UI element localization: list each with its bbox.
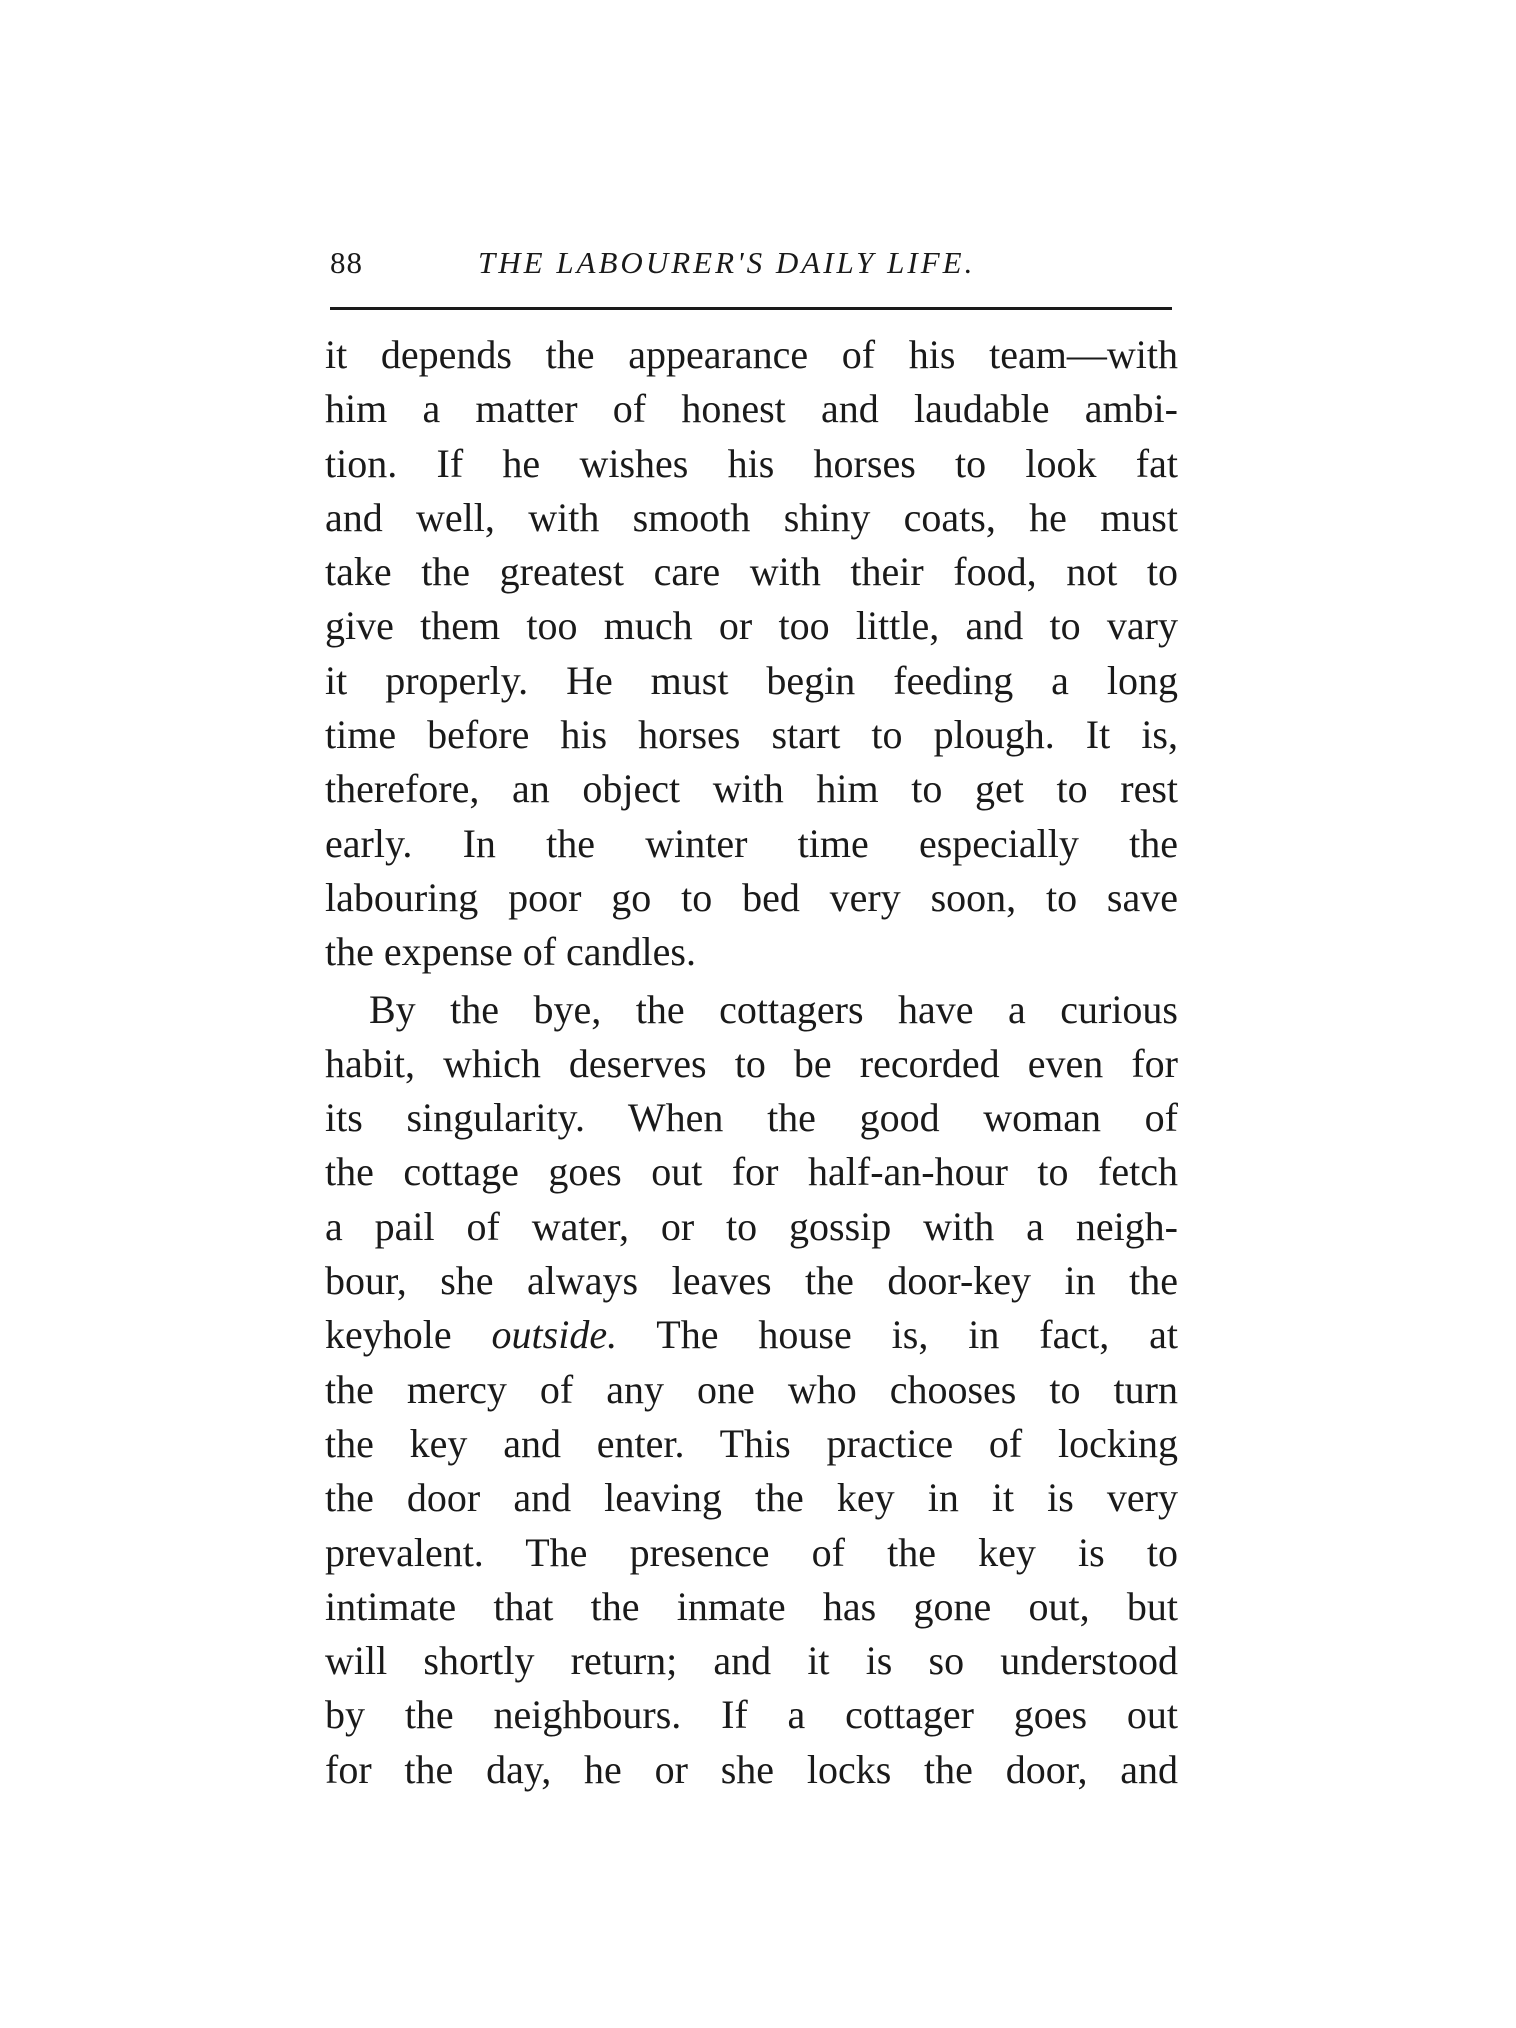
text-line: therefore, an object with him to get to rest — [325, 766, 1178, 812]
text-fragment: keyhole — [325, 1312, 492, 1358]
text-line: it depends the appearance of his team—with — [325, 332, 1178, 377]
text-line: it properly. He must begin feeding a long — [325, 657, 1178, 703]
text-line: the door and leaving the key in it is very — [325, 1475, 1178, 1521]
running-title: THE LABOURER'S DAILY LIFE. — [478, 245, 976, 280]
page-number: 88 — [330, 245, 363, 280]
text-line: tion. If he wishes his horses to look fat — [325, 440, 1178, 486]
text-line: for the day, he or she locks the door, and — [325, 1746, 1178, 1792]
text-line: by the neighbours. If a cottager goes out — [325, 1692, 1178, 1738]
header-rule — [330, 307, 1172, 310]
text-line: the mercy of any one who chooses to turn — [325, 1366, 1178, 1412]
text-line: give them too much or too little, and to vary — [325, 603, 1178, 649]
text-line: its singularity. When the good woman of — [325, 1095, 1178, 1141]
text-fragment: The house is, in fact, at — [617, 1312, 1178, 1358]
text-line: habit, which deserves to be recorded even for — [325, 1040, 1178, 1086]
text-line: early. In the winter time especially the — [325, 820, 1178, 866]
text-line: the expense of candles. — [325, 929, 696, 975]
text-line: a pail of water, or to gossip with a neigh- — [325, 1203, 1178, 1249]
text-line: By the bye, the cottagers have a curious — [369, 986, 1178, 1032]
paragraph-1 — [325, 328, 1178, 980]
text-line: labouring poor go to bed very soon, to save — [325, 874, 1178, 920]
text-line-keyhole — [325, 1308, 1178, 1362]
text-line: prevalent. The presence of the key is to — [325, 1529, 1178, 1575]
text-line: intimate that the inmate has gone out, but — [325, 1583, 1178, 1629]
text-line: him a matter of honest and laudable ambi- — [325, 386, 1178, 432]
page-header — [330, 245, 1180, 285]
text-line: and well, with smooth shiny coats, he must — [325, 494, 1178, 540]
text-line: will shortly return; and it is so understood — [325, 1638, 1178, 1684]
text-line: take the greatest care with their food, not to — [325, 549, 1178, 595]
text-line: bour, she always leaves the door-key in the — [325, 1258, 1178, 1304]
body-text — [325, 328, 1178, 1797]
text-line: time before his horses start to plough. It is, — [325, 712, 1178, 758]
text-line: the cottage goes out for half-an-hour to fetch — [325, 1149, 1178, 1195]
paragraph-2 — [325, 983, 1178, 1797]
text-line: the key and enter. This practice of locking — [325, 1420, 1178, 1466]
emphasis-outside: outside. — [491, 1312, 618, 1358]
